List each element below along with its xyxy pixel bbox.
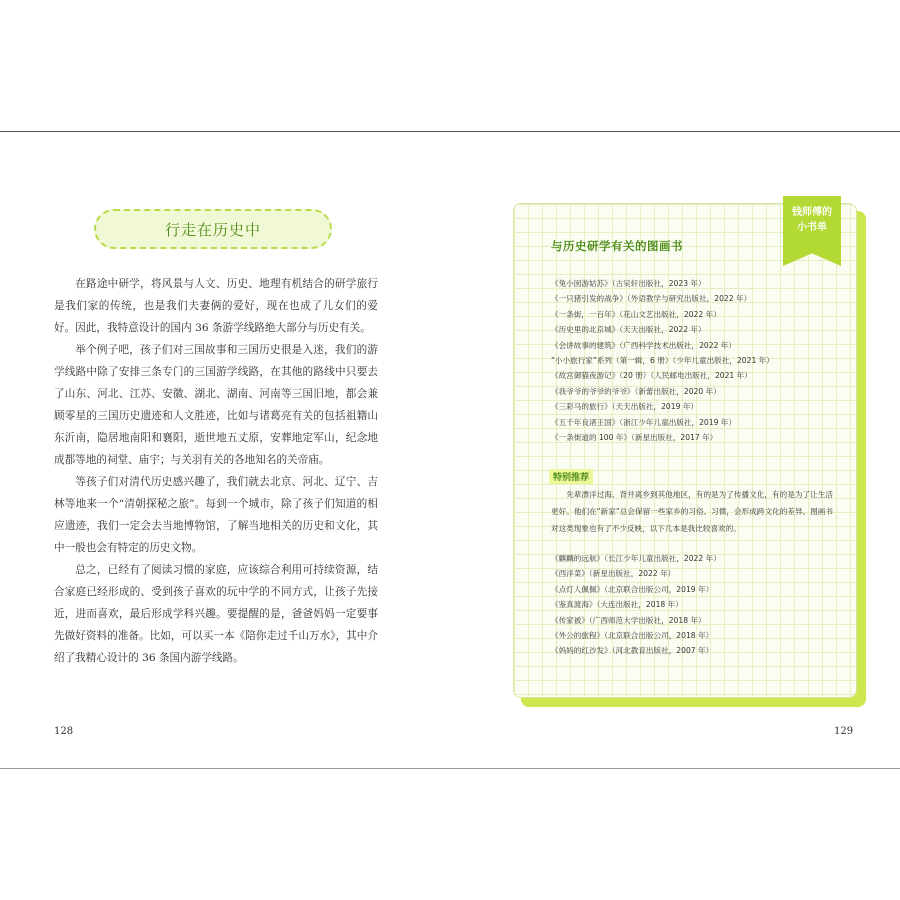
paragraph: 举个例子吧，孩子们对三国故事和三国历史很是入迷，我们的游学线路中除了安排三条专门的三国游学线路，在其他的路线中只要去了山东、河北、江苏、安徽、湖北、湖南、河南等三国旧地，都会兼顾零星的三国历史遗迹和人文胜迹，比如与诸葛亮有关的包括祖籍山东沂南，隐居地南阳和襄阳，逝世地五丈原，安葬地定军山，纪念地成都等地的祠堂、庙宇；与关羽有关的各地知名的关帝庙。 xyxy=(54,344,378,466)
top-rule xyxy=(0,131,900,132)
ribbon-label xyxy=(783,205,841,235)
list-item: 《鉴真渡海》（大连出版社，2018 年） xyxy=(551,600,683,610)
list-item: 《三彩马的旅行》（天天出版社，2019 年） xyxy=(551,402,699,412)
list-item: 《一条街道的 100 年》（新星出版社，2017 年） xyxy=(551,433,718,443)
bottom-rule xyxy=(0,768,900,769)
list-item: 《兔小囡游姑苏》（古吴轩出版社，2023 年） xyxy=(551,279,706,288)
ribbon-line: 钱师傅的 xyxy=(792,207,832,218)
list-item: 《一条街，一百年》（花山文艺出版社，2022 年） xyxy=(551,309,721,319)
list-item: 《五千年良渚王国》（浙江少年儿童出版社，2019 年） xyxy=(551,417,736,427)
card-heading: 与历史研学有关的图画书 xyxy=(551,239,683,253)
list-item: 《传家被》（广西师范大学出版社，2018 年） xyxy=(551,615,706,625)
special-recommend-text: 先辈漂洋过海、背井离乡到其他地区，有的是为了传播文化，有的是为了让生活更好。他们在“新家”总会保留一些家乡的习俗、习惯，会形成跨文化的差异。图画书对这类现象也有了不少反映，以下几本是我比较喜欢的。 xyxy=(551,490,833,533)
list-item: 《妈妈的红沙发》（河北教育出版社，2007 年） xyxy=(551,646,714,656)
list-item: 《一只猪引发的战争》（外语教学与研究出版社，2022 年） xyxy=(551,294,752,304)
chapter-title xyxy=(94,209,332,249)
list-item: “小小旅行家”系列（第一辑，6 册）（少年儿童出版社，2021 年） xyxy=(551,356,774,366)
list-item: 《故宫御猫夜游记》（20 册）（人民邮电出版社，2021 年） xyxy=(551,371,752,381)
list-item: 《会讲故事的建筑》（广西科学技术出版社，2022 年） xyxy=(551,340,736,350)
ribbon-line: 小书单 xyxy=(797,222,827,233)
paragraph: 总之，已经有了阅读习惯的家庭，应该综合利用可持续资源，结合家庭已经形成的、受到孩子喜欢的玩中学的不同方式，让孩子先接近，进而喜欢，最后形成学科兴趣。要提醒的是，爸爸妈妈一定要事先做好资料的准备。比如，可以买一本《陪你走过千山万水》，其中介绍了我精心设计的 36 条国内游学线路。 xyxy=(54,564,378,664)
list-item: 《西洋菜》（新星出版社，2022 年） xyxy=(551,569,676,579)
page-number-left: 128 xyxy=(54,726,74,737)
chapter-title-text: 行走在历史中 xyxy=(164,220,261,239)
list-item: 《外公的旅程》（北京联合出版公司，2018 年） xyxy=(551,631,714,641)
special-book-list xyxy=(551,551,841,659)
body-text xyxy=(54,273,378,669)
paragraph: 等孩子们对清代历史感兴趣了，我们就去北京、河北、辽宁、吉林等地来一个“清朝探秘之旅”。每到一个城市，除了孩子们知道的相应遗迹，我们一定会去当地博物馆，了解当地相关的历史和文化，其中一般也会有特定的历史文物。 xyxy=(54,476,378,554)
special-recommend-badge: 特别推荐 xyxy=(549,469,593,484)
list-item: 《点灯人佩佩》（北京联合出版公司，2019 年） xyxy=(551,584,714,594)
book-list xyxy=(551,276,841,445)
list-item: 《麒麟的远航》（长江少年儿童出版社，2022 年） xyxy=(551,554,721,563)
list-item: 《我爷爷的爷爷的爷爷》（新蕾出版社，2020 年） xyxy=(551,386,721,396)
list-item: 《历史里的北京城》（天天出版社，2022 年） xyxy=(551,325,706,335)
paragraph: 在路途中研学，将风景与人文、历史、地理有机结合的研学旅行是我们家的传统，也是我们夫妻俩的爱好，现在也成了儿女们的爱好。因此，我特意设计的国内 36 条游学线路绝大部分与历史有关。 xyxy=(54,278,378,334)
page-number-right: 129 xyxy=(834,726,854,737)
